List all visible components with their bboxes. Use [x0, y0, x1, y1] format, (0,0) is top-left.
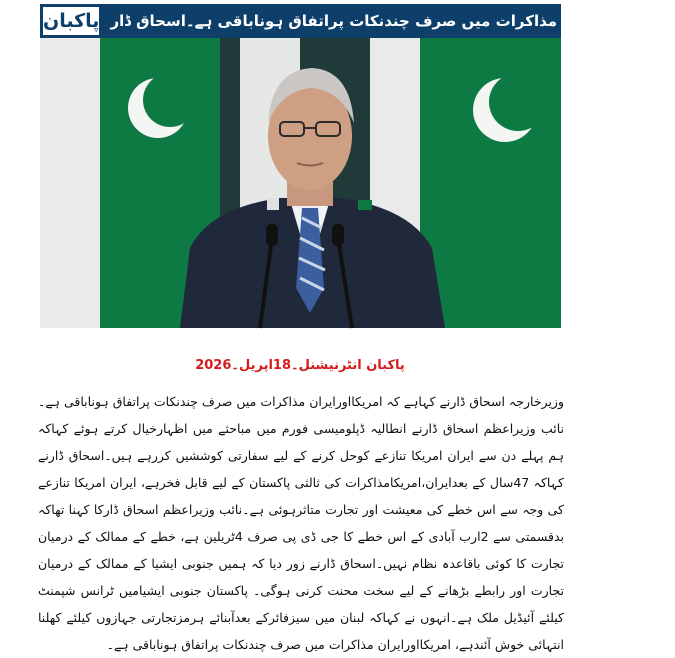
dateline: پاکبان انٹرنیشنل۔18اپریل۔2026	[195, 358, 405, 373]
headline-title: امریکااورایران مذاکرات میں صرف چندنکات پراتفاق ہوناباقی ہے۔اسحاق ڈار	[110, 12, 668, 30]
headline-banner	[40, 4, 668, 38]
brand-logo: پاکبان	[40, 4, 102, 38]
news-photo	[40, 38, 561, 328]
speaker-photo-icon	[40, 38, 561, 328]
article-body: وزیرخارجہ اسحاق ڈارنے کہاہے کہ امریکااورایران مذاکرات میں صرف چندنکات پراتفاق ہوناباقی ہے۔نائب وزیراعظم اسحاق ڈارنے انطالیہ ڈپلومیسی فورم میں مباحثے میں اظہارخیال کرتے ہوئے کہاکہ ہم پہلے دن سے ایران امریکا تنازعے کوحل کرنے کے لیے سفارتی کوششیں کررہے ہیں۔اسحاق ڈارنے کہاکہ 47سال کے بعدایران،امریکامذاکرات کی ثالثی پاکستان کے لیے قابل فخرہے، ایران امریکا تنازعے کی وجہ سے اس خطے کی معیشت اور تجارت متاثرہوئی ہے۔نائب وزیراعظم اسحاق ڈارکا کہنا تھاکہ بدقسمتی سے 2ارب آبادی کے اس خطے کا جی ڈی پی صرف 4ٹریلین ہے، خطے کے ممالک کے درمیان تجارت کا کوئی باقاعدہ نظام نہیں۔اسحاق ڈارنے زور دیا کہ ہمیں جنوبی ایشیا کے ممالک کے درمیان تجارت اور رابطے بڑھانے کے لیے سخت محنت کرنی ہوگی۔ پاکستان جنوبی ایشیامیں ٹرانس شپمنٹ کیلئے آئیڈیل ملک ہے۔انہوں نے کہاکہ لبنان میں سیزفائرکے بعدآبنائے ہرمزتجارتی جہازوں کیلئے کھلنا انتہائی خوش آئندہے، امریکااورایران مذاکرات میں صرف چندنکات پراتفاق ہوناباقی ہے۔	[38, 394, 564, 652]
